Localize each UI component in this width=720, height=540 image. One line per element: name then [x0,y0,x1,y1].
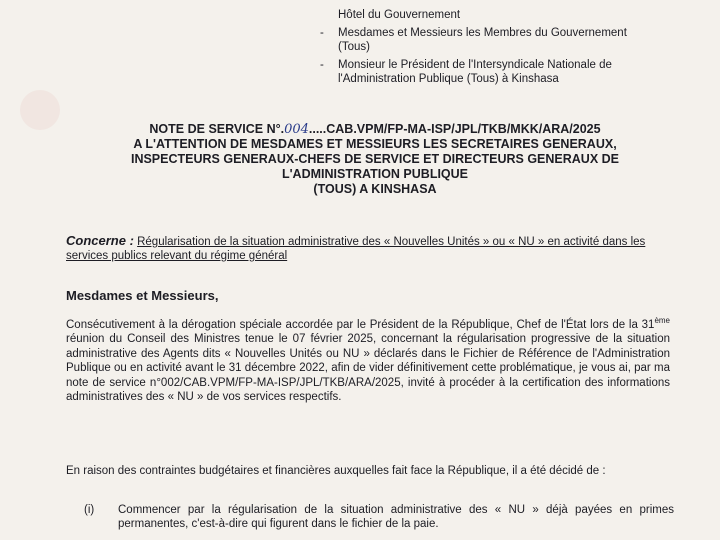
recipient-item [320,8,660,22]
recipients-list [320,8,660,90]
note-reference: NOTE DE SERVICE N°.004.....CAB.VPM/FP-MA-ISP/JPL/TKB/MKK/ARA/2025 [149,122,601,137]
attention-line: (TOUS) A KINSHASA [313,182,437,196]
salutation: Mesdames et Messieurs, [66,288,219,303]
recipient-item [320,26,660,54]
recipient-text: Hôtel du Gouvernement [338,9,461,21]
list-item-text: Commencer par la régularisation de la situation administrative des « NU » déjà payées en primes permanentes, c'est-à-dire qui figurent dans le fichier de la paie. [118,504,674,531]
paragraph-1: Consécutivement à la dérogation spéciale accordée par le Président de la République, Chef de l'État lors de la 31ème réunion du Conseil des Ministres tenue le 07 février 2025, concernant la régularisation progressive de la situation administrative des Agents dits « Nouvelles Unités ou NU » déclarés dans le Fichier de Référence de l'Administration Publique ou en activité avant le 31 décembre 2022, afin de vider définitivement cette problématique, je vous ai, par ma note de service n°002/CAB.VPM/FP-MA-ISP/JPL/TKB/ARA/2025, invité à procéder à la certification des informations administratives des « NU » de vos services respectifs. [66,316,670,404]
concerne-label: Concerne : [66,233,134,248]
concerne-subject: Régularisation de la situation administrative des « Nouvelles Unités » ou « NU » en activité dans les services publics relevant du régime général [66,236,646,262]
attention-line: A L'ATTENTION DE MESDAMES ET MESSIEURS LES SECRETAIRES GENERAUX, [133,137,617,151]
concerne-block [66,234,656,263]
list-item [84,503,674,532]
recipient-text: Mesdames et Messieurs les Membres du Gouvernement (Tous) [338,27,627,53]
attention-line: INSPECTEURS GENERAUX-CHEFS DE SERVICE ET DIRECTEURS GENERAUX DE [130,152,620,166]
faded-stamp-mark [20,90,60,130]
note-header [70,122,680,197]
recipient-text: Monsieur le Président de l'Intersyndicale Nationale de l'Administration Publique (Tous) à Kinshasa [338,59,612,85]
paragraph-2: En raison des contraintes budgétaires et financières auxquelles fait face la République, il a été décidé de : [66,465,606,477]
recipient-item [320,58,660,86]
bullet-dash: - [320,27,324,39]
bullet-dash: - [320,59,324,71]
attention-line: L'ADMINISTRATION PUBLIQUE [281,167,469,181]
list-item-number: (i) [84,504,95,516]
handwritten-number: 004 [284,122,309,137]
